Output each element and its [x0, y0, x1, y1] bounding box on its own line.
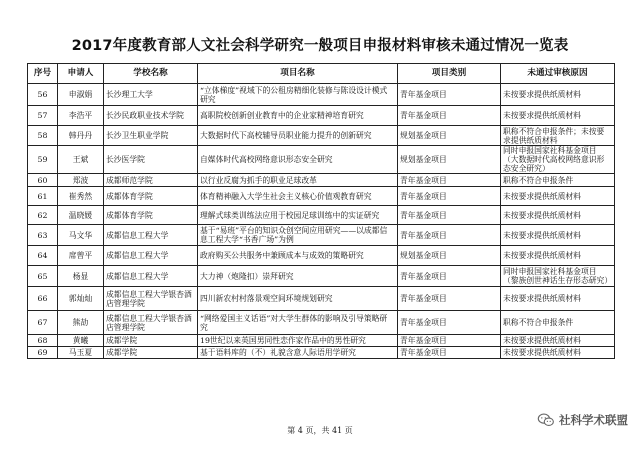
project-category: 青年基金项目: [398, 225, 501, 246]
school-name: 成都信息工程大学: [104, 225, 198, 246]
school-name: 长沙医学院: [104, 146, 198, 174]
table-row: [28, 246, 615, 266]
school-name: 成都信息工程大学: [104, 246, 198, 266]
project-category: 青年基金项目: [398, 335, 501, 347]
project-name: “网络爱国主义话语”对大学生群体的影响及引导策略研究: [198, 311, 398, 335]
school-name: 成都信息工程大学银杏酒店管理学院: [104, 311, 198, 335]
school-name: 长沙理工大学: [104, 84, 198, 106]
table-row: [28, 335, 615, 347]
table-row: [28, 347, 615, 359]
project-name: “立体梯度”视域下的公租房精细化装修与陈设设计模式研究: [198, 84, 398, 106]
rejection-reason: 职称不符合申报条件: [501, 311, 615, 335]
header-category: 项目类别: [398, 64, 501, 84]
applicant-name: 马玉夏: [58, 347, 104, 359]
rejection-reason: 职称不符合申报条件: [501, 174, 615, 187]
project-name: 以行业反腐为抓手的职业足球改革: [198, 174, 398, 187]
rejection-reason: 同时申报国家社科基金项目（黎族创世神话生存形态研究）: [501, 266, 615, 287]
rejection-reason: 职称不符合申报条件；未按要求提供纸质材料: [501, 126, 615, 146]
rejection-reason: 未按要求提供纸质材料: [501, 335, 615, 347]
project-name: 基于语料库的（不）礼貌含意人际语用学研究: [198, 347, 398, 359]
table-row: [28, 106, 615, 126]
project-name: 四川新农村村落景观空间环境规划研究: [198, 287, 398, 311]
row-number: 67: [28, 311, 58, 335]
project-category: 规划基金项目: [398, 246, 501, 266]
project-name: 高职院校创新创业教育中的企业家精神培育研究: [198, 106, 398, 126]
applicant-name: 杨显: [58, 266, 104, 287]
school-name: 长沙卫生职业学院: [104, 126, 198, 146]
applicant-name: 熊劼: [58, 311, 104, 335]
project-category: 青年基金项目: [398, 206, 501, 225]
project-name: 19世纪以来英国男同性恋作家作品中的男性研究: [198, 335, 398, 347]
table-row: [28, 146, 615, 174]
table-row: [28, 287, 615, 311]
table-row: [28, 225, 615, 246]
applicant-name: 马文华: [58, 225, 104, 246]
row-number: 68: [28, 335, 58, 347]
applicant-name: 郑波: [58, 174, 104, 187]
project-name: 大力神（炮隆扣）崇拜研究: [198, 266, 398, 287]
project-category: 青年基金项目: [398, 187, 501, 206]
rejection-reason: 未按要求提供纸质材料: [501, 225, 615, 246]
applicant-name: 崔秀然: [58, 187, 104, 206]
rejection-reason: 未按要求提供纸质材料: [501, 187, 615, 206]
page-footer: 第 4 页，共 41 页: [287, 426, 353, 435]
project-category: 青年基金项目: [398, 84, 501, 106]
project-name: 基于“易班”平台的知识众创空间应用研究——以成都信息工程大学“书香广场”为例: [198, 225, 398, 246]
header-project: 项目名称: [198, 64, 398, 84]
project-name: 自媒体时代高校网络意识形态安全研究: [198, 146, 398, 174]
rejection-reason: 未按要求提供纸质材料: [501, 246, 615, 266]
applicant-name: 郭灿灿: [58, 287, 104, 311]
row-number: 60: [28, 174, 58, 187]
school-name: 成都学院: [104, 347, 198, 359]
project-category: 青年基金项目: [398, 287, 501, 311]
school-name: 成都体育学院: [104, 187, 198, 206]
table-header-row: [28, 64, 615, 84]
header-school: 学校名称: [104, 64, 198, 84]
table-row: [28, 174, 615, 187]
rejection-reason: 未按要求提供纸质材料: [501, 287, 615, 311]
school-name: 长沙民政职业技术学院: [104, 106, 198, 126]
applicant-name: 韩丹丹: [58, 126, 104, 146]
project-name: 体育精神融入大学生社会主义核心价值观教育研究: [198, 187, 398, 206]
row-number: 64: [28, 246, 58, 266]
rejection-reason: 同时申报国家社科基金项目（大数据时代高校网络意识形态安全研究）: [501, 146, 615, 174]
table-row: [28, 187, 615, 206]
rejection-reason: 未按要求提供纸质材料: [501, 84, 615, 106]
applicant-name: 黄曦: [58, 335, 104, 347]
review-table: [27, 63, 615, 359]
school-name: 成都信息工程大学: [104, 266, 198, 287]
project-category: 青年基金项目: [398, 311, 501, 335]
project-category: 规划基金项目: [398, 126, 501, 146]
project-category: 青年基金项目: [398, 174, 501, 187]
table-row: [28, 84, 615, 106]
table-row: [28, 126, 615, 146]
row-number: 66: [28, 287, 58, 311]
watermark: [537, 412, 628, 428]
applicant-name: 席曾平: [58, 246, 104, 266]
row-number: 62: [28, 206, 58, 225]
project-category: 规划基金项目: [398, 146, 501, 174]
project-category: 青年基金项目: [398, 106, 501, 126]
header-reason: 未通过审核原因: [501, 64, 615, 84]
wechat-icon: [537, 413, 555, 427]
rejection-reason: 未按要求提供纸质材料: [501, 106, 615, 126]
row-number: 56: [28, 84, 58, 106]
school-name: 成都师范学院: [104, 174, 198, 187]
applicant-name: 李浩平: [58, 106, 104, 126]
project-name: 政府购买公共服务中兼顾成本与成效的策略研究: [198, 246, 398, 266]
project-category: 青年基金项目: [398, 347, 501, 359]
row-number: 61: [28, 187, 58, 206]
rejection-reason: 未按要求提供纸质材料: [501, 206, 615, 225]
watermark-text: 社科学术联盟: [559, 413, 628, 427]
rejection-reason: 未按要求提供纸质材料: [501, 347, 615, 359]
table-row: [28, 266, 615, 287]
row-number: 65: [28, 266, 58, 287]
header-applicant: 申请人: [58, 64, 104, 84]
page-title: 2017年度教育部人文社会科学研究一般项目申报材料审核未通过情况一览表: [71, 38, 569, 54]
row-number: 69: [28, 347, 58, 359]
project-category: 青年基金项目: [398, 266, 501, 287]
applicant-name: 温晓媛: [58, 206, 104, 225]
row-number: 58: [28, 126, 58, 146]
header-no: 序号: [28, 64, 58, 84]
row-number: 63: [28, 225, 58, 246]
project-name: 大数据时代下高校辅导员职业能力提升的创新研究: [198, 126, 398, 146]
school-name: 成都体育学院: [104, 206, 198, 225]
applicant-name: 王斌: [58, 146, 104, 174]
project-name: 理解式球类训练法应用于校园足球训练中的实证研究: [198, 206, 398, 225]
school-name: 成都学院: [104, 335, 198, 347]
applicant-name: 申淑娟: [58, 84, 104, 106]
row-number: 59: [28, 146, 58, 174]
school-name: 成都信息工程大学银杏酒店管理学院: [104, 287, 198, 311]
table-row: [28, 311, 615, 335]
row-number: 57: [28, 106, 58, 126]
table-row: [28, 206, 615, 225]
